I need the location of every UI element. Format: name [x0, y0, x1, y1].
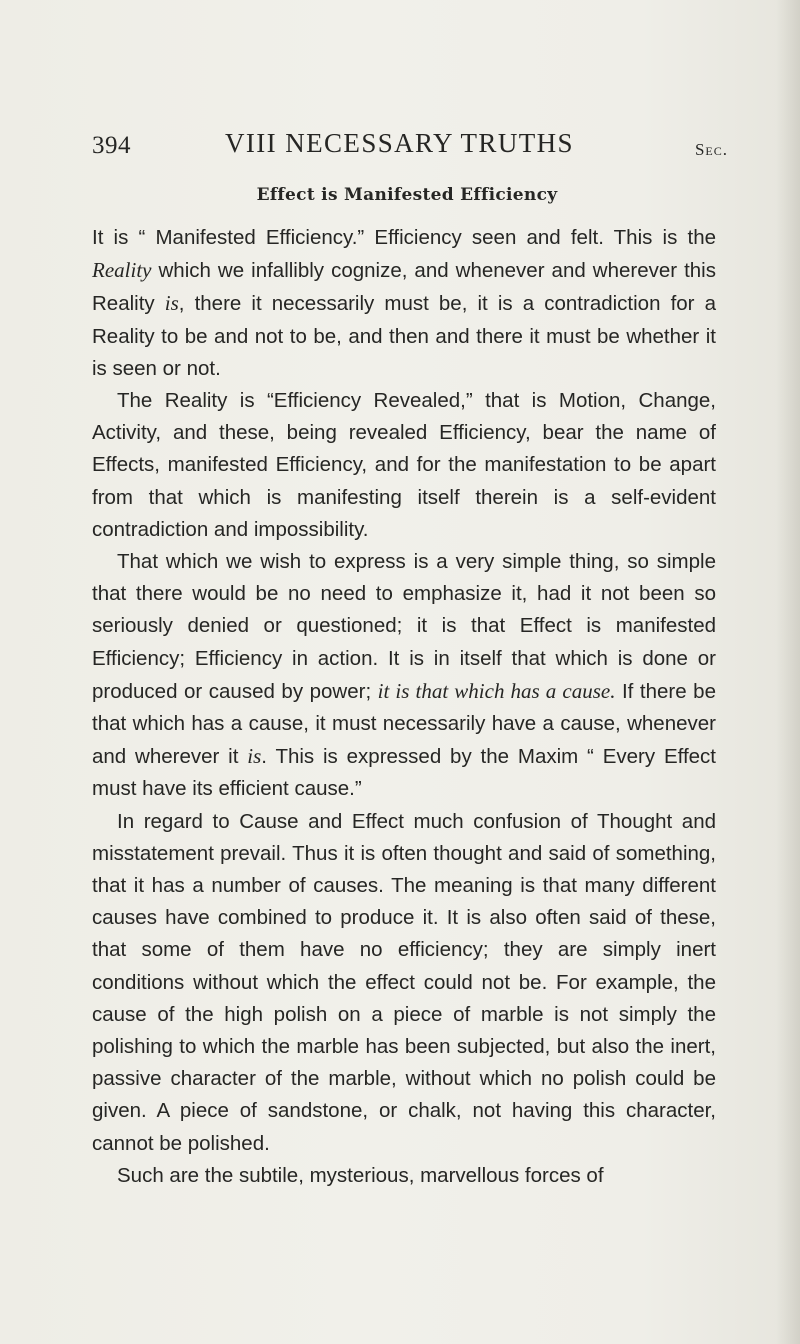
text-run: That which we wish to express is a very simple thing, so simple that there would be no need to emphasize it, had it not been so seriously denied or questioned; it is that Effect is manifested Efficiency; Efficiency in action. It is in itself that which is done or produced or caused by power; — [92, 550, 716, 703]
paragraph — [92, 1160, 716, 1192]
paragraph — [92, 806, 716, 1160]
text-run: which we infallibly cognize, and whenever and wherever this Reality — [92, 259, 716, 316]
running-head — [92, 128, 728, 168]
body-text — [92, 222, 716, 1192]
italic-text: Reality — [92, 258, 152, 283]
paragraph — [92, 385, 716, 546]
text-run: It is “ Manifested Efficiency.” Efficiency seen and felt. This is the — [92, 226, 716, 249]
paragraph — [92, 222, 716, 385]
paragraph — [92, 546, 716, 806]
text-run: If there be that which has a cause, it must necessarily have a cause, whenever and wherever it — [92, 679, 716, 769]
page-number: 394 — [92, 132, 131, 159]
text-run: The Reality is “Efficiency Revealed,” that is Motion, Change, Activity, and these, being revealed Efficiency, bear the name of Effects, manifested Efficiency, and for the manifestation to be apart from that which is manifesting itself therein is a self-evident contradiction and impossibility. — [92, 389, 716, 541]
italic-text: it is that which has a cause. — [377, 678, 616, 703]
italic-text: is — [164, 291, 179, 316]
text-run: Such are the subtile, mysterious, marvellous forces of — [117, 1163, 604, 1187]
text-run: . This is expressed by the Maxim “ Every Effect must have its efficient cause.” — [92, 745, 716, 801]
italic-text: is — [247, 744, 262, 769]
text-run: In regard to Cause and Effect much confusion of Thought and misstatement prevail. Thus it is often thought and said of something, that it has a number of causes. The meaning is that many different causes have combined to produce it. It is also often said of these, that some of them have no efficiency; they are simply inert conditions without which the effect could not be. For example, the cause of the high polish on a piece of marble is not simply the polishing to which the marble has been subjected, but also the inert, passive character of the marble, without which no polish could be given. A piece of sandstone, or chalk, not having this character, cannot be polished. — [92, 809, 716, 1155]
section-heading: Effect is Manifested Efficiency — [256, 185, 558, 205]
section-mark: Sec. — [694, 140, 728, 159]
chapter-title: VIII NECESSARY TRUTHS — [225, 128, 574, 158]
text-run: , there it necessarily must be, it is a contradiction for a Reality to be and not to be, and then and there it must be whether it is seen or not. — [92, 292, 717, 380]
